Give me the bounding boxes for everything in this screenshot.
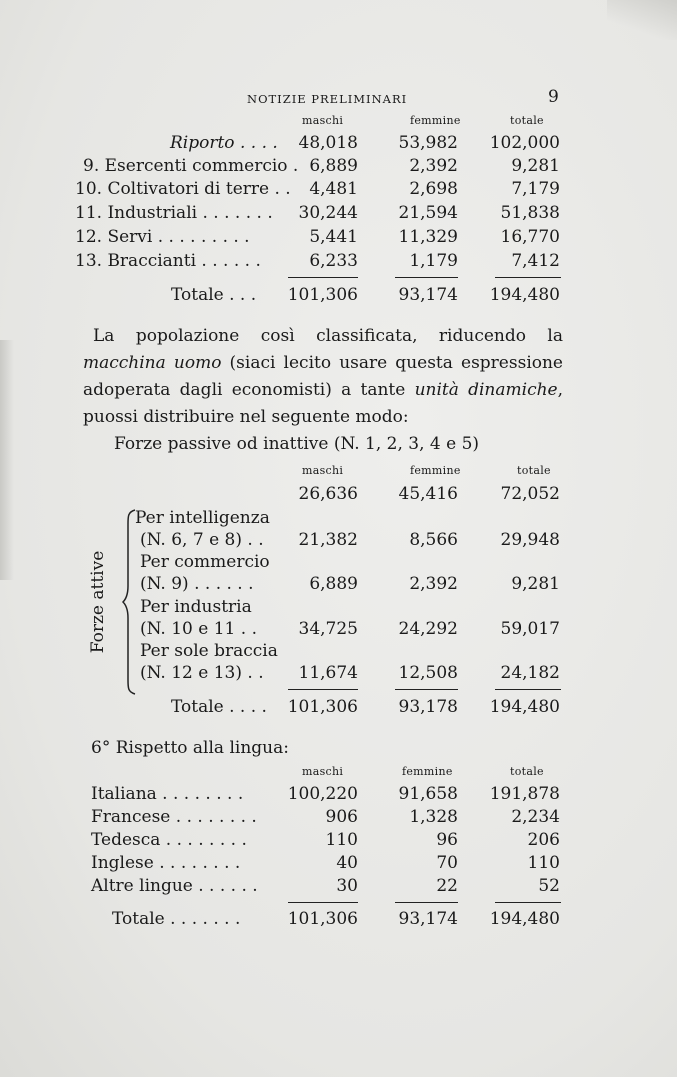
total-maschi: 101,306 (287, 909, 358, 929)
table-row-label: Riporto . . . . (170, 133, 278, 153)
cell-femmine: 21,594 (398, 203, 458, 223)
page-edge-shadow (0, 340, 14, 580)
group-row-label: Per intelligenza (135, 508, 270, 528)
col-label-totale: totale (517, 464, 551, 477)
col-label-maschi: maschi (302, 114, 344, 127)
cell-maschi: 21,382 (298, 530, 358, 550)
total-femmine: 93,174 (398, 285, 458, 305)
cell-femmine: 96 (436, 830, 458, 850)
total-totale: 194,480 (489, 285, 560, 305)
cell-maschi: 4,481 (309, 179, 358, 199)
cell-maschi: 6,889 (309, 156, 358, 176)
cell-femmine: 8,566 (409, 530, 458, 550)
cell-femmine: 53,982 (398, 133, 458, 153)
table-row-label: Tedesca . . . . . . . . (91, 830, 247, 850)
col-label-totale: totale (510, 114, 544, 127)
cell-maschi: 5,441 (309, 227, 358, 247)
group-row-label: Per sole braccia (140, 641, 278, 661)
col-label-femmine: femmine (410, 464, 461, 477)
cell-femmine: 1,179 (409, 251, 458, 271)
table-row-label: 9. Esercenti commercio . (83, 156, 299, 176)
cell-maschi: 6,233 (309, 251, 358, 271)
cell-totale: 16,770 (500, 227, 560, 247)
passive-totale: 72,052 (500, 484, 560, 504)
table-row-label: 10. Coltivatori di terre . . (75, 179, 291, 199)
cell-totale: 9,281 (511, 574, 560, 594)
total-label: Totale . . . . (171, 697, 267, 717)
sum-rule (288, 689, 358, 690)
cell-femmine: 24,292 (398, 619, 458, 639)
total-femmine: 93,174 (398, 909, 458, 929)
cell-femmine: 91,658 (398, 784, 458, 804)
table-row-label: Francese . . . . . . . . (91, 807, 257, 827)
total-label: Totale . . . (171, 285, 257, 305)
cell-femmine: 1,328 (409, 807, 458, 827)
col-label-maschi: maschi (302, 765, 344, 778)
col-label-femmine: femmine (402, 765, 453, 778)
cell-femmine: 2,392 (409, 156, 458, 176)
sum-rule (495, 277, 561, 278)
page-corner-shadow (607, 0, 677, 40)
total-maschi: 101,306 (287, 285, 358, 305)
cell-maschi: 906 (325, 807, 358, 827)
total-totale: 194,480 (489, 909, 560, 929)
total-femmine: 93,178 (398, 697, 458, 717)
total-totale: 194,480 (489, 697, 560, 717)
group-brace (122, 508, 138, 696)
table-row-label: Altre lingue . . . . . . (91, 876, 258, 896)
page-number: 9 (548, 87, 559, 107)
table-row-label: 12. Servi . . . . . . . . . (75, 227, 250, 247)
cell-femmine: 2,698 (409, 179, 458, 199)
table-row-label: Inglese . . . . . . . . (91, 853, 241, 873)
sum-rule (288, 277, 358, 278)
sum-rule (495, 689, 561, 690)
cell-totale: 2,234 (511, 807, 560, 827)
cell-totale: 191,878 (489, 784, 560, 804)
cell-totale: 9,281 (511, 156, 560, 176)
section-title: 6° Rispetto alla lingua: (91, 738, 289, 758)
running-header: NOTIZIE PRELIMINARI (247, 92, 408, 106)
cell-maschi: 30,244 (298, 203, 358, 223)
group-row-sublabel: (N. 6, 7 e 8) . . (140, 530, 264, 550)
cell-totale: 7,179 (511, 179, 560, 199)
cell-maschi: 40 (336, 853, 358, 873)
table-row-label: 13. Braccianti . . . . . . (75, 251, 261, 271)
table-row-label: 11. Industriali . . . . . . . (75, 203, 273, 223)
cell-totale: 206 (527, 830, 560, 850)
cell-maschi: 6,889 (309, 574, 358, 594)
passive-maschi: 26,636 (298, 484, 358, 504)
section-title: Forze passive od inattive (N. 1, 2, 3, 4 e 5) (114, 434, 480, 454)
body-paragraph: La popolazione così classificata, riducendo la macchina uomo (siaci lecito usare questa espressione adoperata dagli economisti) a tante unità dinamiche, puossi distribuire nel seguente modo: (83, 326, 564, 427)
sum-rule (395, 689, 458, 690)
group-row-sublabel: (N. 9) . . . . . . (140, 574, 254, 594)
group-row-sublabel: (N. 10 e 11 . . (140, 619, 257, 639)
cell-totale: 51,838 (500, 203, 560, 223)
sum-rule (395, 277, 458, 278)
cell-maschi: 48,018 (298, 133, 358, 153)
cell-totale: 110 (527, 853, 560, 873)
sum-rule (288, 902, 358, 903)
group-row-sublabel: (N. 12 e 13) . . (140, 663, 264, 683)
cell-totale: 52 (538, 876, 560, 896)
group-row-label: Per commercio (140, 552, 270, 572)
cell-maschi: 100,220 (287, 784, 358, 804)
cell-maschi: 110 (325, 830, 358, 850)
col-label-femmine: femmine (410, 114, 461, 127)
cell-maschi: 30 (336, 876, 358, 896)
col-label-totale: totale (510, 765, 544, 778)
sum-rule (495, 902, 561, 903)
cell-maschi: 11,674 (298, 663, 358, 683)
cell-femmine: 11,329 (398, 227, 458, 247)
cell-totale: 24,182 (500, 663, 560, 683)
cell-totale: 59,017 (500, 619, 560, 639)
cell-femmine: 12,508 (398, 663, 458, 683)
cell-totale: 29,948 (500, 530, 560, 550)
cell-totale: 7,412 (511, 251, 560, 271)
col-label-maschi: maschi (302, 464, 344, 477)
sum-rule (395, 902, 458, 903)
total-maschi: 101,306 (287, 697, 358, 717)
group-label-forze-attive: Forze attive (88, 550, 108, 654)
group-row-label: Per industria (140, 597, 252, 617)
cell-femmine: 22 (436, 876, 458, 896)
cell-totale: 102,000 (489, 133, 560, 153)
table-row-label: Italiana . . . . . . . . (91, 784, 244, 804)
cell-femmine: 2,392 (409, 574, 458, 594)
cell-femmine: 70 (436, 853, 458, 873)
passive-femmine: 45,416 (398, 484, 458, 504)
total-label: Totale . . . . . . . (112, 909, 241, 929)
cell-maschi: 34,725 (298, 619, 358, 639)
